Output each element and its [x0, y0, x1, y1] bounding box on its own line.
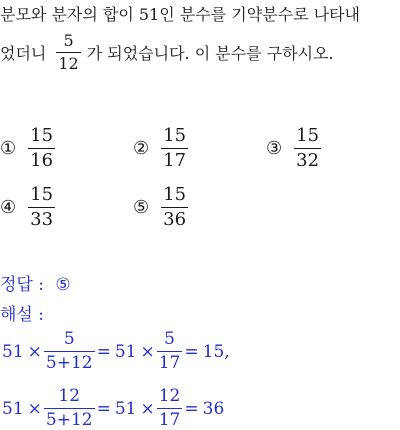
option-5-fraction — [161, 186, 188, 229]
eq1-term-a: 51 — [2, 341, 24, 362]
option-2-numerator: 15 — [163, 125, 187, 146]
eq2-equals-2: = — [184, 398, 199, 419]
question-line-2 — [0, 33, 334, 72]
option-3[interactable] — [266, 127, 321, 170]
eq1-fraction-2-denominator: 17 — [158, 353, 181, 373]
option-5-mark: ⑤ — [133, 197, 150, 218]
option-4-fraction — [28, 186, 55, 229]
eq1-term-b: 51 — [114, 341, 137, 362]
question-fraction-denominator: 12 — [58, 54, 79, 73]
eq1-result: 15, — [202, 341, 230, 362]
eq1-times: × — [27, 341, 42, 362]
eq2-result: 36 — [202, 398, 225, 419]
eq2-fraction-2 — [157, 388, 183, 429]
question-fraction — [56, 33, 80, 72]
question-line-2-end: 가 되었습니다. 이 분수를 구하시오. — [86, 44, 334, 63]
answer-value: ⑤ — [55, 275, 71, 295]
explanation-label: 해설 : — [0, 305, 44, 325]
eq2-fraction-1-denominator: 5+12 — [45, 410, 93, 430]
option-3-denominator: 32 — [296, 150, 320, 171]
option-5-numerator: 15 — [163, 184, 187, 205]
option-4-numerator: 15 — [30, 184, 54, 205]
eq1-fraction-1 — [44, 331, 95, 372]
option-1-mark: ① — [0, 138, 17, 159]
eq2-equals: = — [96, 398, 111, 419]
eq1-times-2: × — [140, 341, 155, 362]
eq1-equals-2: = — [184, 341, 199, 362]
option-2[interactable] — [133, 127, 188, 170]
option-4-mark: ④ — [0, 197, 17, 218]
eq2-fraction-1-numerator: 12 — [58, 386, 81, 406]
option-1-numerator: 15 — [30, 125, 54, 146]
option-2-fraction — [161, 127, 188, 170]
eq2-fraction-2-denominator: 17 — [158, 410, 181, 430]
option-3-numerator: 15 — [296, 125, 320, 146]
explanation-equation-2 — [0, 388, 226, 429]
option-4[interactable] — [0, 186, 55, 229]
eq1-fraction-1-numerator: 5 — [63, 329, 75, 349]
explanation-equation-1 — [0, 331, 232, 372]
option-1-denominator: 16 — [30, 150, 54, 171]
question-line-1: 분모와 분자의 합이 51인 분수를 기약분수로 나타내 — [0, 5, 360, 24]
eq2-fraction-2-numerator: 12 — [158, 386, 181, 406]
eq2-times: × — [27, 398, 42, 419]
question-line-2-start: 었더니 — [0, 44, 47, 63]
question-fraction-numerator: 5 — [63, 31, 74, 50]
option-5-denominator: 36 — [163, 209, 187, 230]
eq1-fraction-2-numerator: 5 — [164, 329, 175, 349]
option-3-mark: ③ — [266, 138, 283, 159]
option-1[interactable] — [0, 127, 55, 170]
eq1-equals: = — [96, 341, 111, 362]
eq2-fraction-1 — [44, 388, 95, 429]
option-1-fraction — [28, 127, 55, 170]
eq2-times-2: × — [140, 398, 155, 419]
eq2-term-b: 51 — [114, 398, 137, 419]
eq1-fraction-1-denominator: 5+12 — [45, 353, 93, 373]
eq2-term-a: 51 — [2, 398, 24, 419]
answer-label: 정답 : — [0, 275, 44, 295]
answer-line — [0, 270, 71, 295]
eq1-fraction-2 — [157, 331, 183, 372]
option-3-fraction — [294, 127, 321, 170]
option-5[interactable] — [133, 186, 188, 229]
option-2-denominator: 17 — [163, 150, 187, 171]
option-4-denominator: 33 — [30, 209, 54, 230]
option-2-mark: ② — [133, 138, 150, 159]
